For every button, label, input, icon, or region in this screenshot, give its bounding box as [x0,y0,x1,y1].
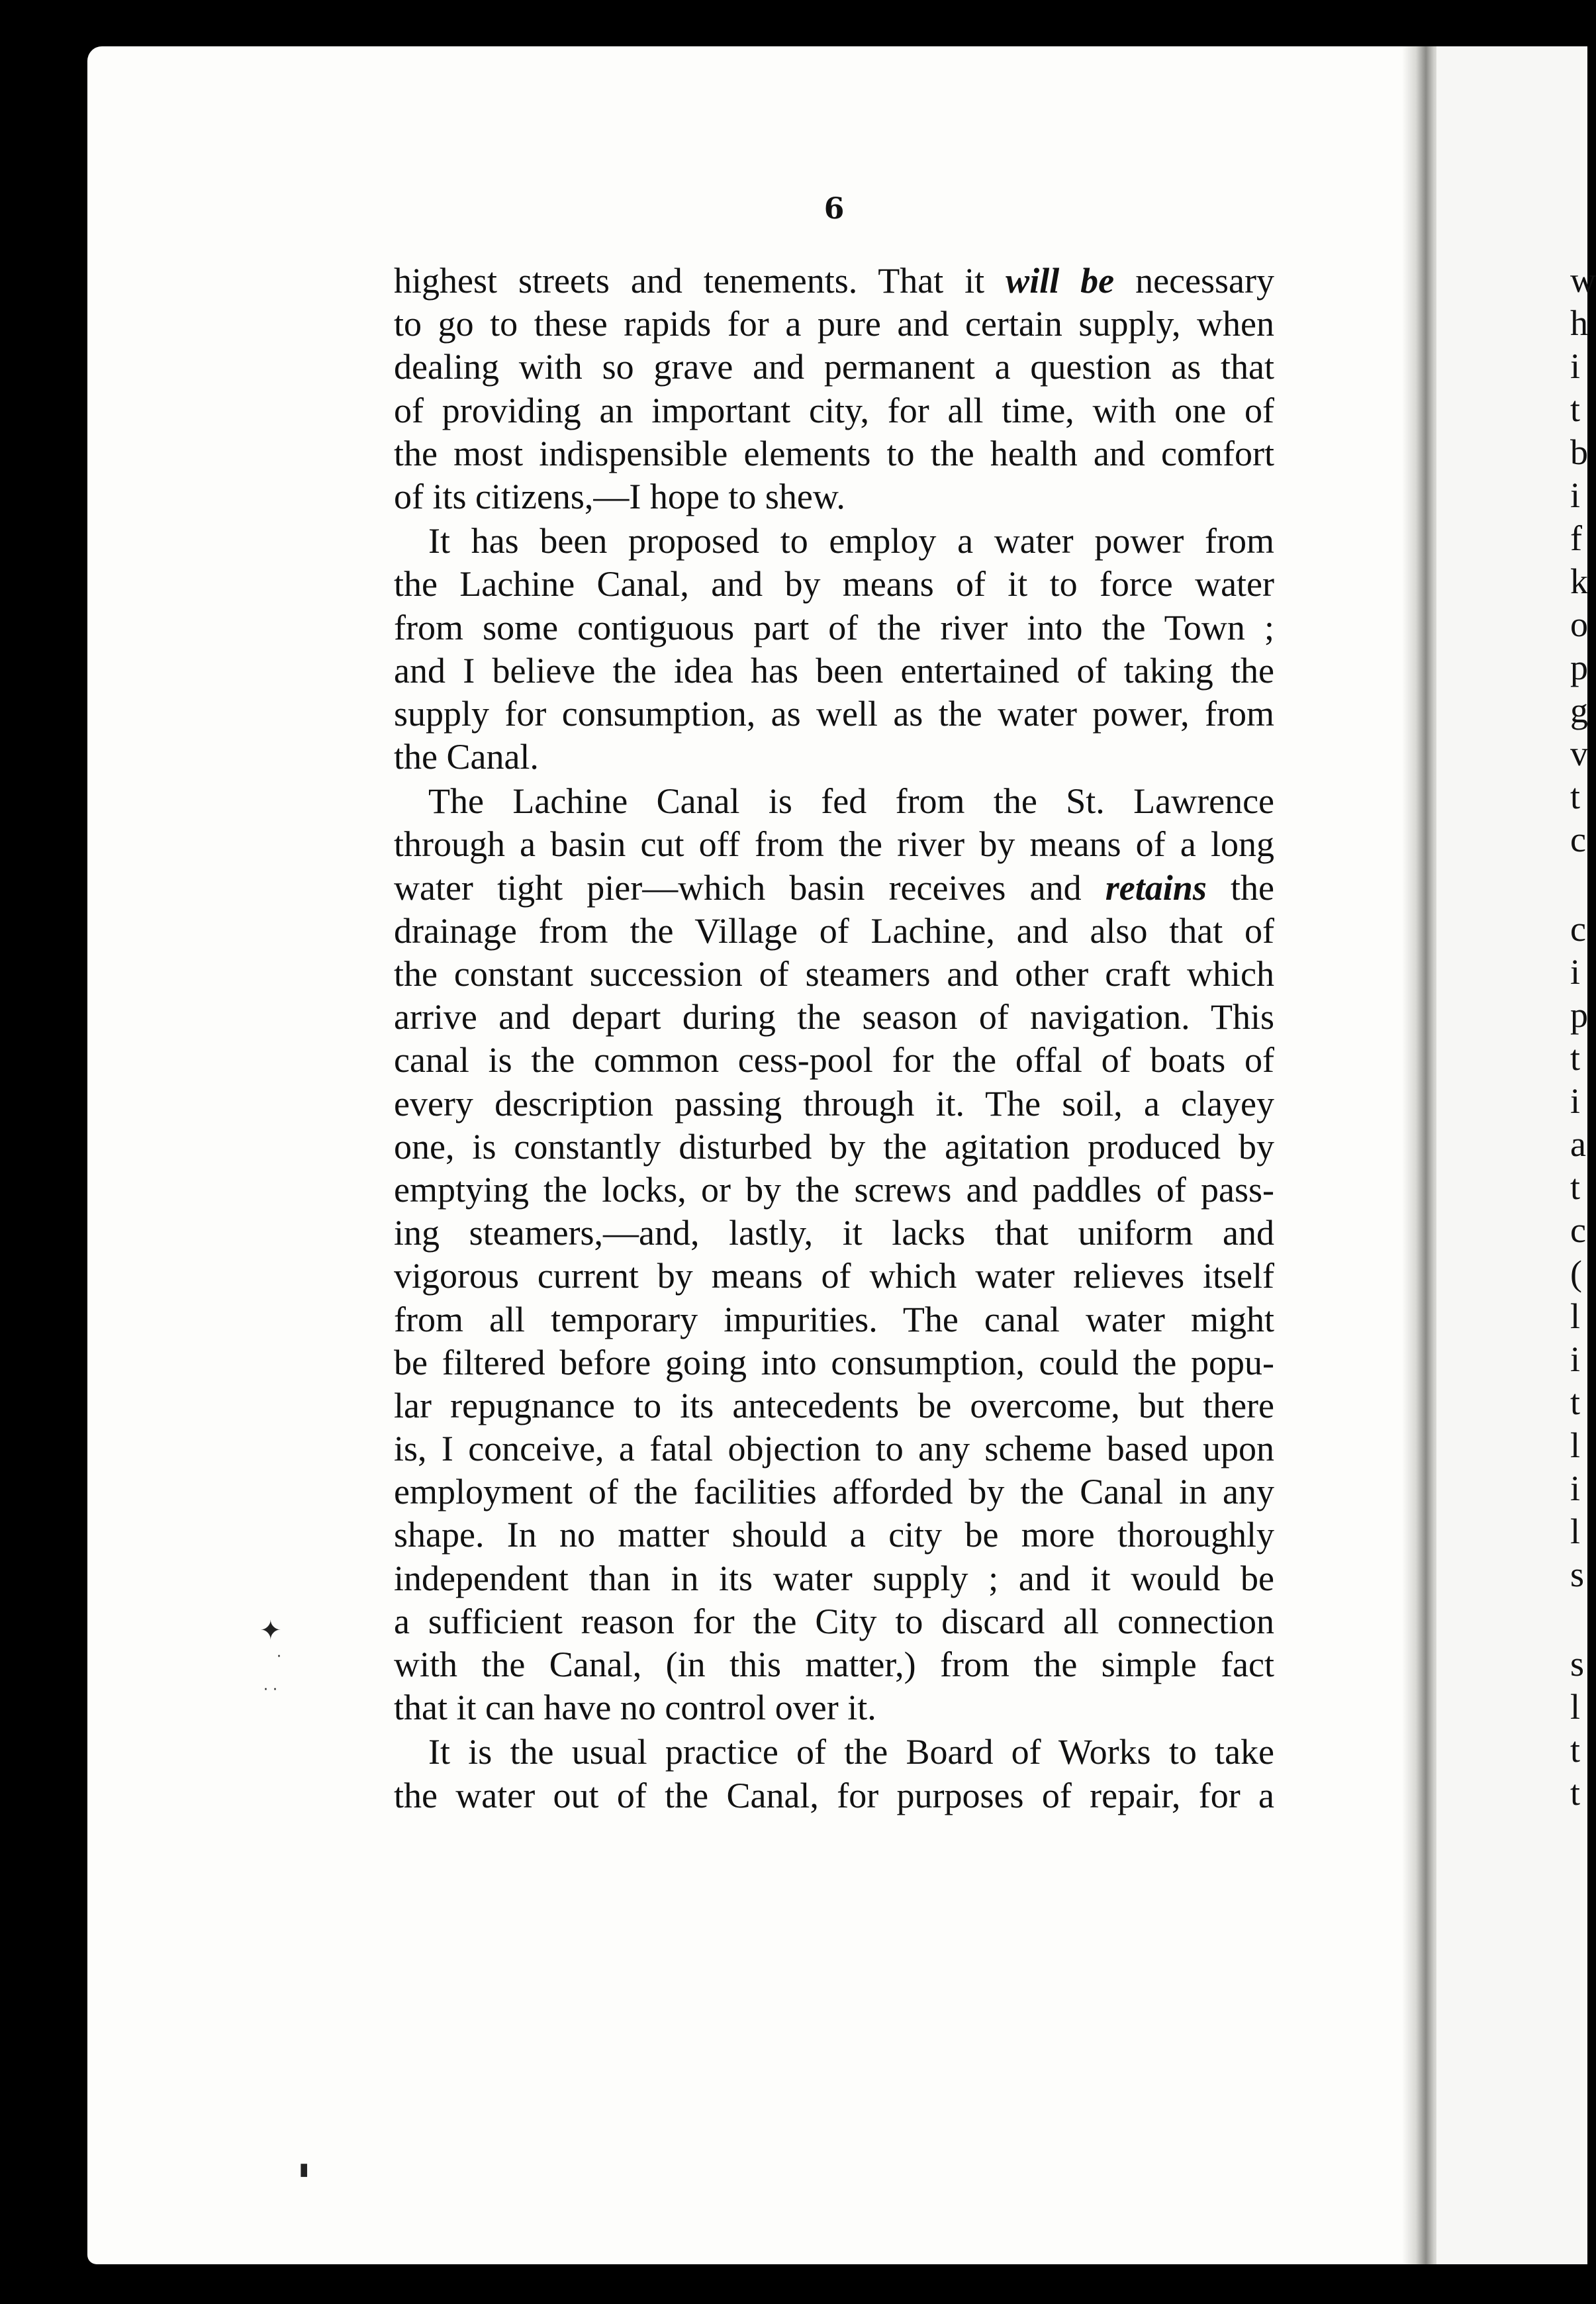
right-page-fragment: c [1570,1210,1586,1250]
right-page-fragment: t [1570,1773,1581,1813]
right-page-fragment: l [1570,1687,1581,1727]
text-line: supply for consumption, as well as the water power, from [394,693,1274,734]
text-line: It has been proposed to employ a water power from [428,521,1274,561]
right-page-fragment: i [1570,1468,1581,1508]
emphasized-text: retains [1105,867,1207,908]
right-page-fragment: l [1570,1296,1581,1336]
right-page-fragment: t [1570,389,1581,429]
right-page-fragment: l [1570,1425,1581,1465]
text-line: water tight pier—which basin receives and retains the [394,867,1274,908]
right-page-fragment: i [1570,475,1581,515]
margin-dot-mark: · · [263,1682,277,1698]
text-line: ing steamers,—and, lastly, it lacks that uniform and [394,1213,1274,1253]
book-gutter [1402,46,1442,2264]
text-line: the Lachine Canal, and by means of it to force water [394,564,1274,604]
right-page-fragment: i [1570,1339,1581,1379]
text-line: arrive and depart during the season of navigation. This [394,997,1274,1037]
right-page-fragment: b [1570,432,1588,472]
text-line: of its citizens,—I hope to shew. [394,476,845,516]
text-line: and I believe the idea has been entertained of taking the [394,650,1274,691]
text-line: the most indispensible elements to the health and comfort [394,433,1274,473]
right-page-fragment: o [1570,604,1588,644]
text-line: drainage from the Village of Lachine, and also that of [394,910,1274,951]
right-page-fragment: g [1570,691,1588,730]
emphasized-text: will be [1006,261,1115,301]
margin-dot-mark: · [277,1649,281,1665]
right-page-fragment: l [1570,1512,1581,1551]
right-page-fragment: i [1570,952,1581,992]
margin-speck-mark: ✦ [259,1615,282,1646]
text-line: a sufficient reason for the City to discard all connection [394,1601,1274,1641]
bottom-speck-mark: ▮ [299,2160,309,2180]
right-page-fragment: a [1570,1124,1586,1164]
text-line: It is the usual practice of the Board of Works to take [428,1732,1274,1772]
right-page-fragment: h [1570,303,1588,343]
right-page-fragment: k [1570,561,1588,601]
text-line: emptying the locks, or by the screws and paddles of pass- [394,1169,1274,1210]
text-line: from some contiguous part of the river into the Town ; [394,607,1274,648]
text-line: highest streets and tenements. That it will be necessary [394,261,1274,301]
text-line: dealing with so grave and permanent a question as that [394,347,1274,387]
right-page-fragment: f [1570,518,1582,558]
text-line: The Lachine Canal is fed from the St. Lawrence [428,781,1274,822]
right-page-fragment: c [1570,820,1586,859]
text-line: vigorous current by means of which water relieves itself [394,1256,1274,1296]
right-page-fragment: p [1570,648,1588,687]
right-page-fragment: t [1570,1382,1581,1422]
text-line: be filtered before going into consumption, could the popu- [394,1342,1274,1382]
text-line: shape. In no matter should a city be more thoroughly [394,1515,1274,1555]
text-line: the constant succession of steamers and other craft which [394,954,1274,994]
right-page-fragment: i [1570,1081,1581,1121]
right-page-fragment: t [1570,1730,1581,1770]
right-page-fragment: p [1570,995,1588,1035]
right-page-fragment: c [1570,909,1586,949]
text-line: to go to these rapids for a pure and certain supply, when [394,304,1274,344]
text-line: lar repugnance to its antecedents be overcome, but there [394,1385,1274,1425]
text-line: with the Canal, (in this matter,) from the simple fact [394,1645,1274,1684]
text-line: one, is constantly disturbed by the agitation produced by [394,1126,1274,1167]
right-page-fragment: v [1570,734,1588,773]
text-line: the water out of the Canal, for purposes of repair, for a [394,1775,1274,1815]
text-line: through a basin cut off from the river by means of a long [394,824,1274,865]
right-page-fragment: w [1570,260,1596,300]
text-line: employment of the facilities afforded by the Canal in any [394,1472,1274,1512]
text-line: the Canal. [394,737,539,777]
right-page-fragment: t [1570,1038,1581,1078]
right-page-fragment: s [1570,1555,1585,1594]
text-line: from all temporary impurities. The canal water might [394,1299,1274,1339]
text-line: canal is the common cess-pool for the offal of boats of [394,1040,1274,1080]
right-page-fragment: t [1570,777,1581,816]
text-line: of providing an important city, for all time, with one of [394,390,1274,430]
right-page-fragment: t [1570,1167,1581,1207]
page-number: 6 [823,192,845,226]
right-page-fragment: ( [1570,1253,1582,1293]
text-line: every description passing through it. The soil, a clayey [394,1083,1274,1124]
right-page-fragment: s [1570,1644,1585,1684]
text-line: independent than in its water supply ; and it would be [394,1558,1274,1598]
right-page-fragment: i [1570,346,1581,386]
right-page [1436,46,1587,2264]
text-line: that it can have no control over it. [394,1688,876,1728]
body-text [394,260,1274,1817]
text-line: is, I conceive, a fatal objection to any scheme based upon [394,1429,1274,1469]
